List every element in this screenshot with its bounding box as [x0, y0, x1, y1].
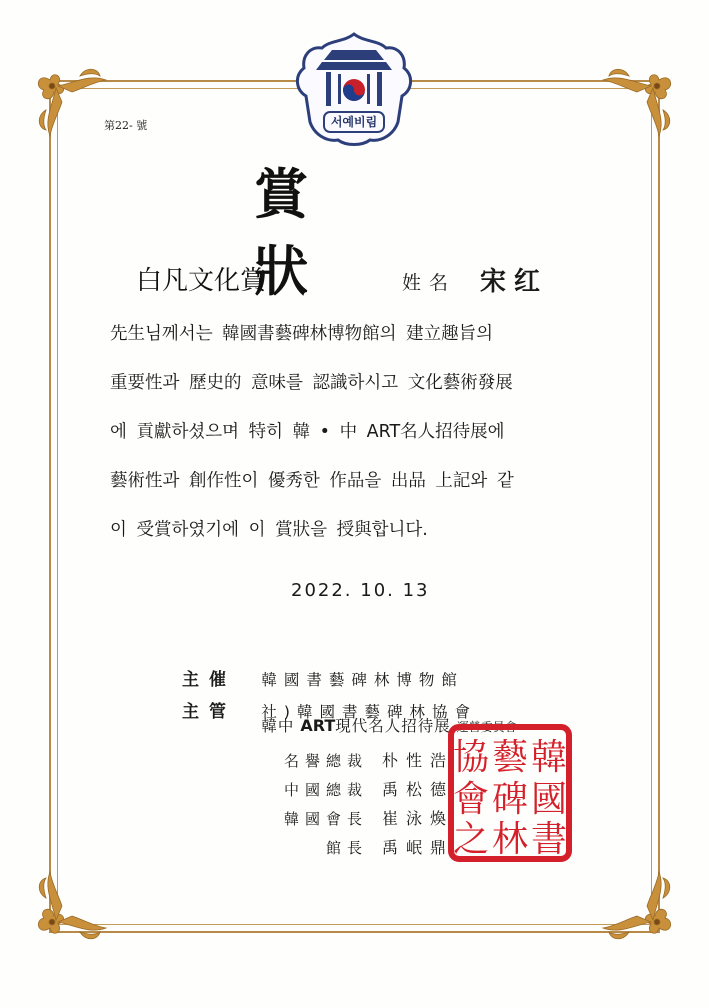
seal-char: 藝: [491, 737, 529, 778]
organizer-host: [182, 665, 464, 690]
organizer-role: 主催: [182, 670, 236, 690]
award-date: 2022. 10. 13: [291, 580, 430, 601]
seal-char: 碑: [491, 779, 529, 820]
citation-line: 에 貢獻하셨으며 特히 韓 • 中 ART名人招待展에: [110, 422, 505, 442]
seal-char: 之: [452, 819, 490, 860]
officer-name: 朴性浩: [382, 751, 455, 770]
recipient-name: 宋红: [480, 267, 549, 297]
citation-body: [110, 310, 620, 555]
committee-name-part: 現代名人招待展: [335, 717, 457, 735]
officer-name: 崔泳煥: [382, 809, 455, 828]
committee-name-part: ART: [300, 716, 336, 735]
citation-line: 이 受賞하였기에 이 賞狀을 授與합니다.: [110, 520, 428, 540]
organizer-name: 韓國書藝碑林博物館: [261, 671, 464, 689]
citation-line: 重要性과 歷史的 意味를 認識하시고 文化藝術發展: [110, 373, 513, 393]
document-number: 第22- 號: [104, 119, 148, 132]
committee-name-part: 韓中: [261, 717, 301, 735]
certificate-title: 賞狀: [254, 162, 360, 303]
officer-name: 禹岷鼎: [382, 838, 455, 857]
emblem-label: 서예비림: [330, 115, 378, 129]
gate-taegeuk-emblem-icon: [290, 30, 418, 148]
officer-row: [250, 835, 454, 858]
citation-line: 藝術性과 創作性이 優秀한 作品을 出品 上記와 같: [110, 471, 514, 491]
red-seal-stamp: [447, 723, 573, 863]
organizer-role: 主管: [182, 702, 236, 722]
officer-title: 韓國會長: [283, 810, 368, 828]
corner-ornament-icon: [28, 860, 118, 950]
officer-title: 名譽總裁: [283, 752, 368, 770]
seal-char: 韓: [530, 737, 568, 778]
seal-char: 協: [452, 737, 490, 778]
officer-title: 館長: [325, 839, 368, 857]
seal-char: 林: [491, 819, 529, 860]
corner-ornament-icon: [591, 58, 681, 148]
citation-line: 先生님께서는 韓國書藝碑林博物館의 建立趣旨의: [110, 324, 494, 344]
officer-row: [250, 806, 454, 829]
officer-row: [250, 777, 454, 800]
seal-char: 書: [530, 819, 568, 860]
award-name: 白凡文化賞: [136, 266, 267, 296]
officer-name: 禹松德: [382, 780, 455, 799]
committee-name-part: 運營委員會: [456, 720, 517, 734]
name-label: 姓名: [402, 272, 457, 294]
seal-char: 國: [530, 779, 568, 820]
officer-row: [250, 748, 454, 771]
seal-char: 會: [452, 779, 490, 820]
organizer-name: 社)韓國書藝碑林協會: [261, 703, 477, 721]
corner-ornament-icon: [591, 860, 681, 950]
officer-title: 中國總裁: [283, 781, 368, 799]
corner-ornament-icon: [28, 58, 118, 148]
